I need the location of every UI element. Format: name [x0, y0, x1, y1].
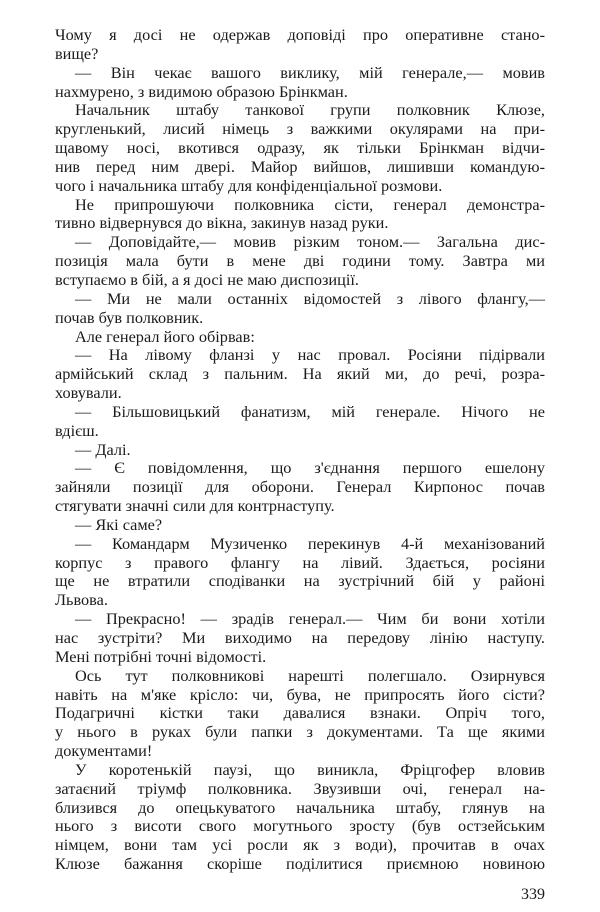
text-line: — Прекрасно! — зрадів генерал.— Чим би вони хотіли — [75, 609, 545, 629]
text-line: ще не втратили сподіванки на зустрічний бій у районі — [55, 571, 545, 591]
paragraph — [55, 535, 545, 610]
text-line: стягувати значні сили для контрнаступу. — [55, 496, 335, 516]
paragraph — [55, 233, 545, 290]
paragraph — [55, 196, 545, 234]
paragraph — [55, 346, 545, 403]
paragraph — [55, 403, 545, 441]
paragraph — [55, 761, 545, 874]
text-line: почав був полковник. — [55, 307, 204, 327]
text-line: Чому я досі не одержав доповіді про оперативне стано- — [55, 25, 545, 44]
paragraph — [55, 667, 545, 761]
text-line: Не припрошуючи полковника сісти, генерал демонстра- — [75, 194, 545, 214]
text-line: близився до опецькуватого начальника штабу, глянув на — [55, 797, 545, 817]
page-number: 339 — [521, 886, 545, 903]
text-line: У коротенькій паузі, що виникла, Фріцгофер вловив — [75, 759, 545, 779]
paragraph — [55, 290, 545, 328]
text-line: Але генерал його обірвав: — [75, 326, 255, 346]
text-line: вступаємо в бій, а я досі не маю диспозиції. — [55, 269, 359, 289]
text-line: вище? — [55, 43, 99, 63]
paragraph — [55, 441, 545, 460]
text-line: — На лівому фланзі у нас провал. Росіяни підірвали — [75, 345, 545, 365]
text-line: німцем, вони там усі росли як з води), прочитав в очах — [55, 835, 545, 855]
text-line: затаєний тріумф полковника. Звузивши очі, генерал на- — [55, 778, 545, 798]
text-line: нахмурено, з видимою образою Брінкман. — [55, 81, 348, 101]
text-line: Подагричні кістки таки давалися взнаки. Опріч того, — [55, 703, 545, 723]
paragraph — [55, 516, 545, 535]
paragraph — [55, 610, 545, 667]
text-line: нив перед ним двері. Майор вийшов, лишивши командую- — [55, 156, 545, 176]
paragraph — [55, 26, 545, 64]
text-line: — Далі. — [75, 439, 131, 459]
text-line: у нього в руках були папки з документами. Та ще якими — [55, 722, 545, 742]
text-line: зайняли позиції для оборони. Генерал Кирпонос почав — [55, 477, 545, 497]
text-line: позиція мала бути в мене дві години тому. Завтра ми — [55, 251, 545, 271]
text-line: Начальник штабу танкової групи полковник Клюзе, — [75, 100, 545, 120]
text-line: вдієш. — [55, 420, 99, 440]
text-line: ховували. — [55, 383, 122, 403]
text-line: — Які саме? — [75, 514, 163, 534]
text-line: нас зустріти? Ми виходимо на передову лінію наступу. — [55, 628, 545, 647]
text-line: — Доповідайте,— мовив різким тоном.— Загальна дис- — [75, 232, 545, 252]
text-line: Клюзе бажання скоріше поділитися приємною новиною — [55, 854, 545, 874]
paragraph — [55, 101, 545, 195]
text-line: навіть на м'яке крісло: чи, бува, не припросять його сісти? — [55, 684, 545, 704]
text-line: Львова. — [55, 590, 108, 610]
text-line: кругленький, лисий німець з важкими окулярами на при- — [55, 119, 545, 139]
text-line: щавому носі, вкотився одразу, як тільки Брінкман відчи- — [55, 138, 545, 158]
page-body — [55, 26, 545, 874]
paragraph — [55, 459, 545, 516]
text-line: — Є повідомлення, що з'єднання першого ешелону — [75, 458, 545, 478]
text-line: — Командарм Музиченко перекинув 4-й механізований — [75, 533, 545, 553]
text-line: Мені потрібні точні відомості. — [55, 646, 267, 666]
text-line: документами! — [55, 741, 153, 761]
text-line: — Він чекає вашого виклику, мій генерале,— мовив — [75, 62, 545, 82]
text-line: чого і начальника штабу для конфіденціальної розмови. — [55, 175, 443, 195]
text-line: — Ми не мали останніх відомостей з лівого флангу,— — [75, 288, 545, 308]
text-line: армійський склад з пальним. На який ми, до речі, розра- — [55, 364, 545, 384]
text-line: Ось тут полковникові нарешті полегшало. Озирнувся — [75, 665, 545, 685]
paragraph — [55, 64, 545, 102]
paragraph — [55, 328, 545, 347]
text-line: нього з висоти свого могутнього зросту (був остзейським — [55, 816, 545, 836]
text-line: тивно відвернувся до вікна, закинув назад руки. — [55, 213, 389, 233]
text-line: — Більшовицький фанатизм, мій генерале. Нічого не — [75, 401, 545, 421]
text-line: корпус з правого флангу на лівий. Здається, росіяни — [55, 552, 545, 572]
